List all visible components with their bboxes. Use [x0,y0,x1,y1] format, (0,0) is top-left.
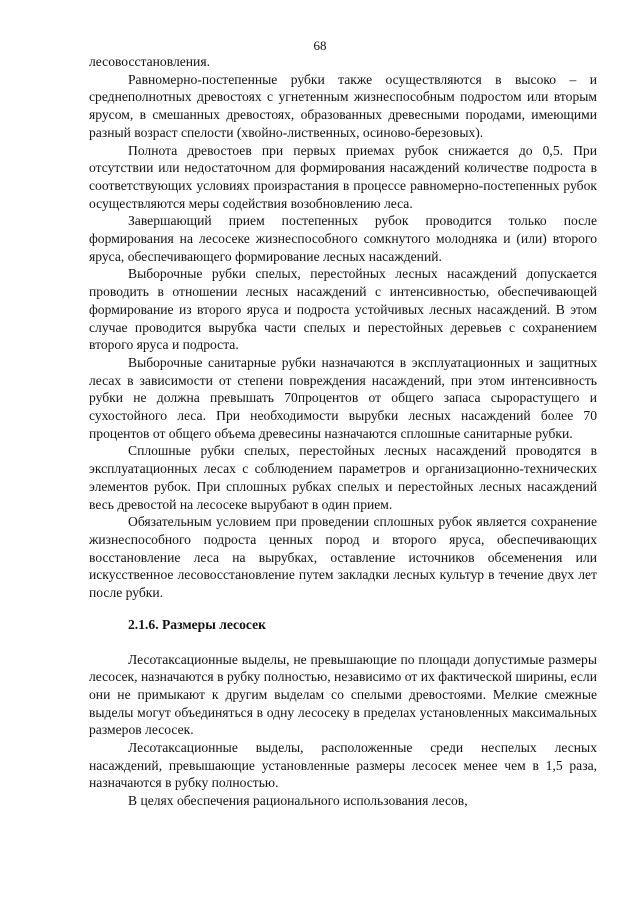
paragraph: Обязательным условием при проведении сплошных рубок является сохранение жизнеспособного подроста ценных пород и второго яруса, обеспечивающих восстановление леса на вырубках, оставление источников обсеменения или искусственное лесовосстановление путем закладки лесных культур в течение двух лет после рубки. [89,514,597,601]
page-body [89,53,597,810]
paragraph-truncated: В целях обеспечения рационального использования лесов, [128,793,468,809]
paragraph: Выборочные санитарные рубки назначаются в эксплуатационных и защитных лесах в зависимости от степени повреждения насаждений, при этом интенсивность рубки не должна превышать 70процентов от общего запаса сырорастущего и сухостойного леса. При необходимости вырубки лесных насаждений более 70 процентов от общего объема древесины назначаются сплошные санитарные рубки. [89,354,597,441]
paragraph: Лесотаксационные выделы, не превышающие по площади допустимые размеры лесосек, назначаются в рубку полностью, независимо от их фактической ширины, если они не примыкают к другим выделам со спелыми древостоями. Мелкие смежные выделы могут объединяться в одну лесосеку в пределах установленных максимальных размеров лесосек. [89,651,597,738]
paragraph: Полнота древостоев при первых приемах рубок снижается до 0,5. При отсутствии или недостаточном для формирования насаждений количестве подроста в соответствующих условиях произрастания в процессе равномерно-постепенных рубок осуществляются меры содействия возобновлению леса. [89,142,597,211]
paragraph-continuation: лесовосстановления. [89,54,210,69]
paragraph: Равномерно-постепенные рубки также осуществляются в высоко – и среднеполнотных древостоях с угнетенным жизнеспособным подростом или вторым ярусом, в смешанных древостоях, образованных древесными породами, имеющими разный возраст спелости (хвойно-лиственных, осиново-березовых). [89,71,597,140]
section-heading: 2.1.6. Размеры лесосек [128,616,266,632]
page-number: 68 [313,38,327,53]
paragraph: Сплошные рубки спелых, перестойных лесных насаждений проводятся в эксплуатационных лесах с соблюдением параметров и организационно-технических элементов рубок. При сплошных рубках спелых и перестойных лесных насаждений весь древостой на лесосеке вырубают в один прием. [89,443,597,512]
paragraph: Лесотаксационные выделы, расположенные среди неспелых лесных насаждений, превышающие установленные размеры лесосек менее чем в 1,5 раза, назначаются в рубку полностью. [89,740,597,791]
paragraph: Завершающий прием постепенных рубок проводится только после формирования на лесосеке жизнеспособного сомкнутого молодняка и (или) второго яруса, обеспечивающего формирование лесных насаждений. [89,213,597,264]
paragraph: Выборочные рубки спелых, перестойных лесных насаждений допускается проводить в отношении лесных насаждений с интенсивностью, обеспечивающей формирование из второго яруса и подроста устойчивых лесных насаждений. В этом случае проводится вырубка части спелых и перестойных деревьев с сохранением второго яруса и подроста. [89,266,597,353]
